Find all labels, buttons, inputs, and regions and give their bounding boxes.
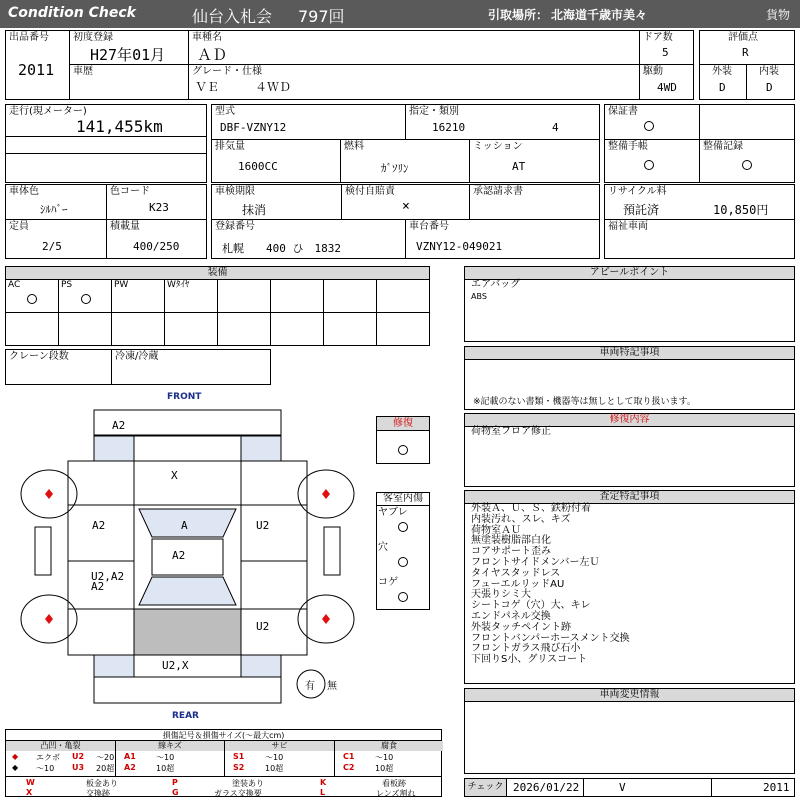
- chassis-label: 車台番号: [409, 221, 449, 232]
- manual-mark: [644, 160, 654, 170]
- score-cell: [699, 30, 795, 65]
- appeal-panel: [464, 266, 795, 342]
- note-line: シートコゲ（穴）大、キレ: [471, 600, 591, 612]
- note-line: タイヤスタッドレス: [471, 567, 561, 579]
- inspection-value: 抹消: [242, 203, 267, 217]
- first-reg-cell: [69, 30, 189, 65]
- recycle-cell: [604, 184, 795, 220]
- pickup-label: 引取場所：: [488, 8, 549, 22]
- car-name-value: ＡＤ: [197, 46, 228, 64]
- class-value: 4: [552, 121, 559, 134]
- note-line: 天張りシミ大: [471, 589, 531, 601]
- note-line: 外装タッチペイント跡: [471, 621, 571, 633]
- lot-label: 出品番号: [9, 32, 49, 43]
- legend-corr-a: C1: [343, 752, 355, 761]
- note-line: 内装汚れ、スレ、キズ: [471, 513, 571, 525]
- record-label: 整備記録: [703, 141, 743, 152]
- designation-label: 指定・類別: [409, 106, 459, 117]
- change-title: 車両変更情報: [465, 689, 794, 702]
- legend-mark-l-text: レンズ割れ: [376, 789, 416, 798]
- note-line: エンドパネル交換: [471, 610, 551, 622]
- legend-dent-b: U2: [72, 752, 85, 761]
- note-line: 外装Ａ、Ｕ、Ｓ、鉄粉付着: [471, 503, 591, 514]
- equip-ac-label: AC: [8, 280, 21, 290]
- legend-group-scratch: 線キズ: [116, 741, 224, 751]
- interior-damage-box: [376, 492, 430, 610]
- legend-scratch-d: 10超: [156, 764, 175, 773]
- freezer-cell: [111, 349, 271, 385]
- pickup-place: 北海道千歳市美々: [551, 8, 648, 22]
- legend-mark-x-text: 交換跡: [86, 789, 110, 798]
- manual-label: 整備手帳: [608, 141, 648, 152]
- appeal-line-2: ABS: [471, 292, 487, 301]
- grade-value: ＶＥ ４ＷＤ: [195, 80, 292, 94]
- equip-wtire-label: Wﾀｲﾔ: [167, 280, 190, 290]
- approval-label: 承認請求書: [473, 186, 523, 197]
- header-bar: [0, 0, 800, 28]
- doors-value: 5: [662, 46, 669, 59]
- doors-cell: [639, 30, 694, 65]
- score-value: R: [742, 46, 749, 59]
- legend-scratch-b: 〜10: [156, 753, 175, 762]
- first-reg-value: H27年01月: [90, 46, 166, 64]
- welfare-cell: [604, 219, 795, 259]
- spare-yes-label: 有: [305, 681, 315, 692]
- legend-title: 損傷記号＆損傷サイズ(〜最大cm): [6, 730, 441, 741]
- repair-title: 修復内容: [465, 414, 794, 427]
- interior-hole-label: 穴: [378, 542, 388, 553]
- code-x-hood: X: [171, 469, 178, 482]
- check-date: 2026/01/22: [513, 781, 580, 794]
- legend-corr-d: 10超: [375, 764, 394, 773]
- history-label: 車歴: [73, 66, 93, 77]
- transmission-value: AT: [512, 160, 526, 173]
- model-label: 型式: [215, 106, 235, 117]
- code-u2x-rear: U2,X: [162, 659, 189, 672]
- legend-rust-c: S2: [233, 763, 245, 772]
- legend-mark-g: G: [172, 788, 179, 797]
- lot-cell: [5, 30, 70, 100]
- mileage-value: 141,455km: [76, 117, 163, 136]
- equipment-table: [5, 266, 430, 346]
- approval-cell: [469, 184, 600, 220]
- note-line: フロントガラス飛び石小: [471, 643, 581, 655]
- car-diagram: [15, 405, 365, 710]
- freezer-label: 冷凍/冷蔵: [115, 351, 159, 362]
- warranty-mark: [644, 121, 654, 131]
- capacity-value: 2/5: [42, 240, 62, 253]
- legend-corr-c: C2: [343, 763, 355, 772]
- legend-dent-a: エクボ: [36, 753, 60, 762]
- crane-label: クレーン段数: [9, 351, 69, 362]
- equip-ac-mark: [27, 294, 37, 304]
- warranty-cell: [604, 104, 700, 140]
- legend-dent-f: 20超: [96, 764, 115, 773]
- drive-label: 駆動: [643, 66, 663, 77]
- special-note: ※記載のない書類・機器等は無しとして取り扱います。: [473, 397, 696, 407]
- legend-rust-b: 〜10: [265, 753, 284, 762]
- legend-rust-a: S1: [233, 752, 245, 761]
- legend-dent-d: 〜10: [36, 764, 55, 773]
- legend-scratch-a: A1: [124, 752, 136, 761]
- code-u2a2-left: U2,A2: [91, 570, 125, 583]
- front-label: FRONT: [167, 392, 202, 402]
- first-reg-label: 初度登録: [73, 32, 113, 43]
- auction-name: 仙台入札会: [192, 7, 273, 26]
- inspection-label: 車検期限: [215, 186, 255, 197]
- legend-mark-k: K: [320, 778, 327, 787]
- crane-cell: [5, 349, 112, 385]
- warranty-label: 保証書: [608, 106, 638, 117]
- check-footer: [464, 778, 795, 797]
- repair-badge: [376, 416, 430, 464]
- displacement-cell: [211, 139, 341, 183]
- spare-none-label: 無: [327, 681, 337, 692]
- car-name-label: 車種名: [192, 32, 222, 43]
- rear-label: REAR: [172, 711, 199, 721]
- equip-pw-label: PW: [114, 280, 129, 290]
- drive-cell: [639, 64, 694, 100]
- auction-round: 797回: [298, 7, 345, 26]
- transmission-label: ミッション: [473, 141, 523, 152]
- doors-label: ドア数: [643, 32, 673, 43]
- capacity-label: 定員: [9, 221, 29, 232]
- legend-mark-p: P: [172, 778, 178, 787]
- mileage-sub-cell: [5, 153, 207, 183]
- chassis-cell: [405, 219, 600, 259]
- code-a2-left: A2: [92, 519, 106, 532]
- drive-value: 4WD: [657, 81, 677, 94]
- model-cell: [211, 104, 406, 140]
- equip-ps-mark: [81, 294, 91, 304]
- interior-damage-title: 客室内傷: [377, 493, 429, 506]
- code-a2-left2: A2: [91, 580, 105, 593]
- damage-legend: 損傷記号＆損傷サイズ(〜最大cm) 凸凹・亀裂 ◆ エクボ U2 ◆ 〜10 U3 〜20 20超 線キズ A1 〜10 A2 10超 サビ S1 〜10 S2 10超 腐食 C1 〜10 C2 10超 W 板金あり X 交換跡 P 塗装あり G ガラス交換要 K 看板跡 L レンズ割れ: [5, 729, 442, 797]
- note-line: フロントサイドメンバー左Ｕ: [471, 556, 600, 568]
- vehicle-category: 貨物: [766, 8, 791, 22]
- designation-value: 16210: [432, 121, 466, 134]
- legend-rust-d: 10超: [265, 764, 284, 773]
- special-title: 車両特記事項: [465, 347, 794, 360]
- exterior-cell: [699, 64, 747, 100]
- interior-tear-label: ヤブレ: [378, 507, 408, 518]
- color-code-label: 色コード: [110, 186, 150, 197]
- note-line: コアサポート歪み: [471, 546, 551, 558]
- note-line: フューエルリッドAU: [471, 578, 565, 590]
- legend-mark-p-text: 塗装あり: [232, 779, 264, 788]
- transmission-cell: [469, 139, 600, 183]
- insurance-value: ×: [402, 199, 410, 214]
- load-label: 積載量: [110, 221, 140, 232]
- load-cell: [106, 219, 207, 259]
- inspection-notes-panel: [464, 490, 795, 684]
- note-line: フロントバンパーホースメント交換: [471, 632, 630, 644]
- load-value: 400/250: [133, 240, 180, 253]
- grade-cell: [188, 64, 640, 100]
- footer-lot: 2011: [763, 781, 790, 794]
- legend-corr-b: 〜10: [375, 753, 394, 762]
- change-panel: [464, 688, 795, 774]
- brand-title: Condition Check: [8, 5, 136, 21]
- inspection-notes-list: [471, 504, 630, 666]
- color-code-value: K23: [149, 201, 169, 214]
- interior-label: 内装: [759, 66, 779, 77]
- legend-group-rust: サビ: [225, 741, 334, 751]
- repair-panel: [464, 413, 795, 487]
- color-label: 車体色: [9, 186, 39, 197]
- legend-dent-c: 〜20: [96, 753, 115, 762]
- check-label: チェック: [465, 779, 507, 796]
- insurance-cell: [341, 184, 470, 220]
- note-line: 下回りS小、グリスコート: [471, 654, 588, 666]
- legend-scratch-c: A2: [124, 763, 136, 772]
- equipment-title: 装備: [6, 267, 429, 280]
- score-label: 評価点: [728, 32, 758, 43]
- mileage-cell: [5, 104, 207, 154]
- repair-text: 荷物室フロア修正: [471, 426, 551, 437]
- capacity-cell: [5, 219, 107, 259]
- fuel-cell: [340, 139, 470, 183]
- color-cell: [5, 184, 107, 220]
- displacement-value: 1600CC: [238, 160, 278, 173]
- color-code-cell: [106, 184, 207, 220]
- record-cell: [699, 139, 795, 183]
- interior-cell: [746, 64, 795, 100]
- history-cell: [69, 64, 189, 100]
- legend-mark-w: W: [26, 778, 35, 787]
- regno-label: 登録番号: [215, 221, 255, 232]
- code-a-roof: A: [181, 519, 188, 532]
- appeal-line-1: エアバッグ: [471, 279, 521, 290]
- legend-mark-x: X: [26, 788, 33, 797]
- recycle-amount: 10,850円: [713, 203, 769, 217]
- inspection-notes-title: 査定特記事項: [465, 491, 794, 504]
- fuel-label: 燃料: [344, 141, 364, 152]
- inspection-cell: [211, 184, 342, 220]
- code-a2-mid: A2: [172, 549, 186, 562]
- appeal-title: アピールポイント: [465, 267, 794, 280]
- regno-value: 札幌 400 ひ 1832: [222, 242, 341, 255]
- legend-group-corrosion: 腐食: [335, 741, 443, 751]
- color-value: ｼﾙﾊﾞｰ: [40, 203, 68, 216]
- regno-cell: [211, 219, 406, 259]
- legend-group-dent: 凸凹・亀裂: [6, 741, 115, 751]
- note-line: 荷物室ＡＵ: [471, 524, 521, 536]
- exterior-value: D: [719, 81, 726, 94]
- interior-tear-mark: [398, 522, 408, 532]
- grade-label: グレード・仕様: [192, 66, 262, 77]
- manual-cell: [604, 139, 700, 183]
- legend-mark-l: L: [320, 788, 326, 797]
- equip-ps-label: PS: [61, 280, 73, 290]
- recycle-label: リサイクル料: [608, 186, 667, 197]
- record-mark: [742, 160, 752, 170]
- designation-cell: [405, 104, 600, 140]
- repair-badge-label: 修復: [377, 417, 429, 431]
- model-value: DBF-VZNY12: [220, 121, 287, 134]
- legend-mark-g-text: ガラス交換要: [214, 789, 262, 798]
- displacement-label: 排気量: [215, 141, 245, 152]
- mileage-label: 走行(現メーター): [9, 106, 87, 117]
- warranty-blank-cell: [699, 104, 795, 140]
- insurance-label: 検付自賠責: [345, 186, 395, 197]
- special-panel: [464, 346, 795, 410]
- note-line: 無塗装樹脂部白化: [471, 535, 551, 547]
- fuel-value: ｶﾞｿﾘﾝ: [381, 162, 409, 175]
- legend-dent-e: U3: [72, 763, 85, 772]
- legend-mark-k-text: 看板跡: [382, 779, 406, 788]
- checker-mark: V: [619, 781, 626, 794]
- interior-value: D: [766, 81, 773, 94]
- recycle-status: 預託済: [623, 203, 660, 217]
- code-u2-right: U2: [256, 519, 270, 532]
- lot-number: 2011: [18, 61, 55, 79]
- legend-mark-w-text: 板金あり: [86, 779, 118, 788]
- chassis-value: VZNY12-049021: [416, 240, 503, 253]
- exterior-label: 外装: [712, 66, 732, 77]
- welfare-label: 福祉車両: [608, 221, 648, 232]
- code-a2-top: A2: [112, 419, 126, 432]
- code-u2-right2: U2: [256, 620, 270, 633]
- interior-hole-mark: [398, 557, 408, 567]
- interior-burn-label: コゲ: [378, 577, 398, 588]
- car-name-cell: [188, 30, 640, 65]
- interior-burn-mark: [398, 592, 408, 602]
- repair-badge-mark: [398, 445, 408, 455]
